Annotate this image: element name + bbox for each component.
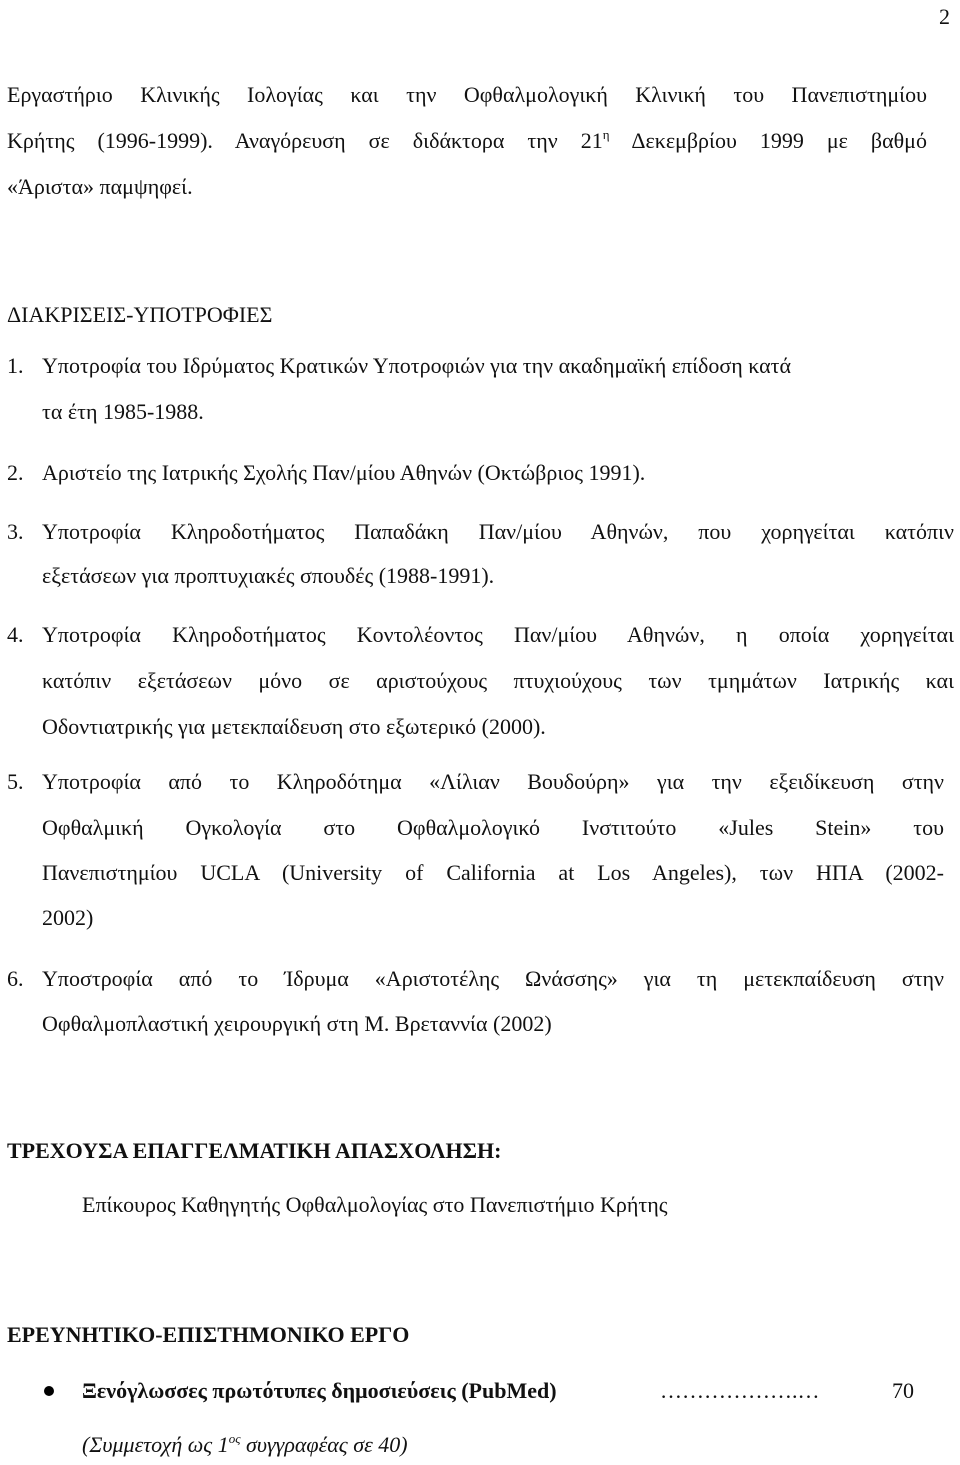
- award-text-line: Αριστείο της Ιατρικής Σχολής Παν/μίου Αθηνών (Οκτώβριος 1991).: [42, 460, 646, 485]
- publications-count: 70: [892, 1378, 914, 1403]
- award-number: 4.: [7, 622, 24, 647]
- award-text-line: τα έτη 1985-1988.: [42, 399, 204, 424]
- dot-leader: ……………….…: [660, 1378, 820, 1403]
- education-line-2-text: Κρήτης (1996-1999). Αναγόρευση σε διδάκτορα την 21: [7, 128, 603, 153]
- award-text-line: 2002): [42, 905, 94, 930]
- awards-heading: ΔΙΑΚΡΙΣΕΙΣ-ΥΠΟΤΡΟΦΙΕΣ: [7, 302, 273, 327]
- authorship-note-text: (Συμμετοχή ως 1: [82, 1432, 229, 1457]
- award-number: 5.: [7, 769, 24, 794]
- award-text-line: Οφθαλμική Ογκολογία στο Οφθαλμολογικό Ινστιτούτο «Jules Stein» του: [42, 815, 944, 840]
- ordinal-superscript: η: [602, 127, 610, 142]
- award-number: 2.: [7, 460, 24, 485]
- publications-label: Ξενόγλωσσες πρωτότυπες δημοσιεύσεις (PubMed): [82, 1378, 557, 1403]
- award-text-line: Υποτροφία Κληροδοτήματος Παπαδάκη Παν/μίου Αθηνών, που χορηγείται κατόπιν: [42, 519, 954, 544]
- award-text-line: Υποτροφία Κληροδοτήματος Κοντολέοντος Παν/μίου Αθηνών, η οποία χορηγείται: [42, 622, 954, 647]
- page-number: 2: [939, 4, 950, 29]
- authorship-note-rest: συγγραφέας σε 40): [240, 1432, 408, 1457]
- award-text-line: Πανεπιστημίου UCLA (University of California at Los Angeles), των ΗΠΑ (2002-: [42, 860, 944, 885]
- award-text-line: εξετάσεων για προπτυχιακές σπουδές (1988-1991).: [42, 563, 495, 588]
- award-number: 3.: [7, 519, 24, 544]
- education-line-2: [7, 126, 927, 156]
- education-line-1: Εργαστήριο Κλινικής Ιολογίας και την Οφθαλμολογική Κλινική του Πανεπιστημίου: [7, 82, 927, 107]
- award-text-line: Υποτροφία από το Κληροδότημα «Λίλιαν Βουδούρη» για την εξειδίκευση στην: [42, 769, 944, 794]
- award-number: 1.: [7, 353, 24, 378]
- education-line-2-rest: Δεκεμβρίου 1999 με βαθμό: [609, 128, 927, 153]
- current-position-text: Επίκουρος Καθηγητής Οφθαλμολογίας στο Πανεπιστήμιο Κρήτης: [82, 1192, 668, 1217]
- authorship-note: [82, 1430, 408, 1460]
- award-text-line: Οδοντιατρικής για μετεκπαίδευση στο εξωτερικό (2000).: [42, 714, 546, 739]
- award-number: 6.: [7, 966, 24, 991]
- award-text-line: Υποτροφία του Ιδρύματος Κρατικών Υποτροφιών για την ακαδημαϊκή επίδοση κατά: [42, 353, 792, 378]
- award-text-line: Οφθαλμοπλαστική χειρουργική στη Μ. Βρετανν​ία (2002): [42, 1011, 552, 1036]
- award-text-line: κατόπιν εξετάσεων μόνο σε αριστούχους πτυχιούχους των τμημάτων Ιατρικής και: [42, 668, 954, 693]
- award-text-line: Υποστροφία από το Ίδρυμα «Αριστοτέλης Ωνάσσης» για τη μετεκπαίδευση στην: [42, 966, 944, 991]
- education-line-3: «Άριστα» παμψηφεί.: [7, 174, 193, 199]
- ordinal-superscript: ος: [228, 1431, 241, 1446]
- bullet-icon: [44, 1386, 54, 1396]
- current-position-heading: ΤΡΕΧΟΥΣΑ ΕΠΑΓΓΕΛΜΑΤΙΚΗ ΑΠΑΣΧΟΛΗΣΗ:: [7, 1138, 502, 1163]
- research-heading: ΕΡΕΥΝΗΤΙΚΟ-ΕΠΙΣΤΗΜΟΝΙΚΟ ΕΡΓΟ: [7, 1322, 410, 1347]
